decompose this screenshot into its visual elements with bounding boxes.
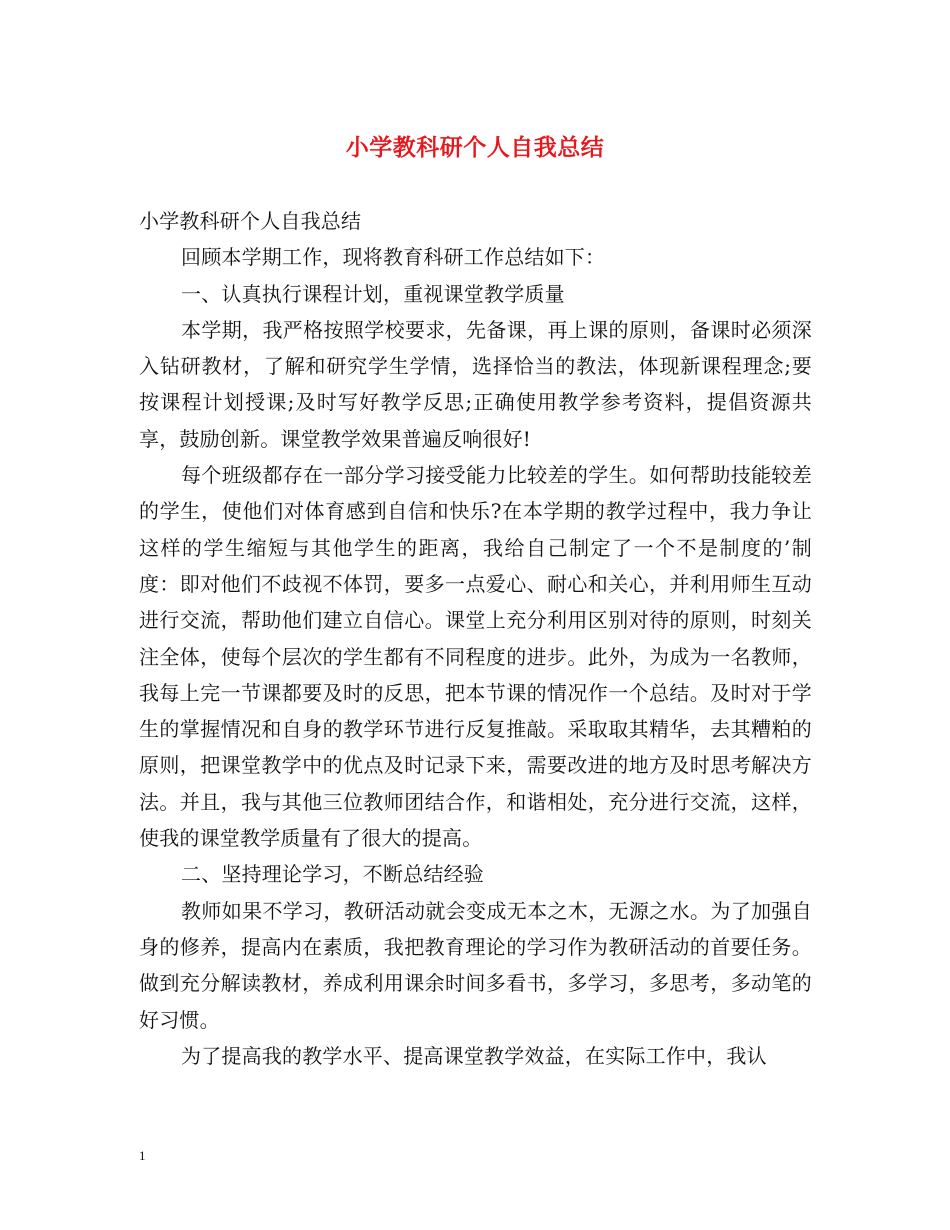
body-paragraph: 小学教科研个人自我总结 (139, 209, 362, 233)
document-title: 小学教科研个人自我总结 (345, 134, 605, 161)
body-paragraph: 为了提高我的教学水平、提高课堂教学效益，在实际工作中，我认 (181, 1043, 767, 1068)
document-body (139, 203, 812, 1074)
section-heading: 二、坚持理论学习，不断总结经验 (181, 862, 484, 887)
body-paragraph: 回顾本学期工作，现将教育科研工作总结如下： (181, 245, 606, 270)
body-paragraph: 本学期，我严格按照学校要求，先备课，再上课的原则，备课时必须深入钻研教材，了解和研究学生学情，选择恰当的教法，体现新课程理念;要按课程计划授课;及时写好教学反思;正确使用教学参考资料，提倡资源共享，鼓励创新。课堂教学效果普遍反响很好! (139, 317, 812, 451)
body-paragraph: 每个班级都存在一部分学习接受能力比较差的学生。如何帮助技能较差的学生，使他们对体育感到自信和快乐?在本学期的教学过程中，我力争让这样的学生缩短与其他学生的距离，我给自己制定了一个不是制度的’制度：即对他们不歧视不体罚，要多一点爱心、耐心和关心，并利用师生互动进行交流，帮助他们建立自信心。课堂上充分利用区别对待的原则，时刻关注全体，使每个层次的学生都有不同程度的进步。此外，为成为一名教师，我每上完一节课都要及时的反思，把本节课的情况作一个总结。及时对于学生的掌握情况和自身的教学环节进行反复推敲。采取取其精华，去其糟粕的原则，把课堂教学中的优点及时记录下来，需要改进的地方及时思考解决方法。并且，我与其他三位教师团结合作，和谐相处，充分进行交流，这样，使我的课堂教学质量有了很大的提高。 (139, 463, 812, 851)
section-heading: 一、认真执行课程计划，重视课堂教学质量 (181, 281, 565, 306)
page-number: 1 (139, 1148, 146, 1163)
body-paragraph: 教师如果不学习，教研活动就会变成无本之木，无源之水。为了加强自身的修养，提高内在素质，我把教育理论的学习作为教研活动的首要任务。做到充分解读教材，养成利用课余时间多看书，多学习，多思考，多动笔的好习惯。 (139, 898, 812, 1032)
